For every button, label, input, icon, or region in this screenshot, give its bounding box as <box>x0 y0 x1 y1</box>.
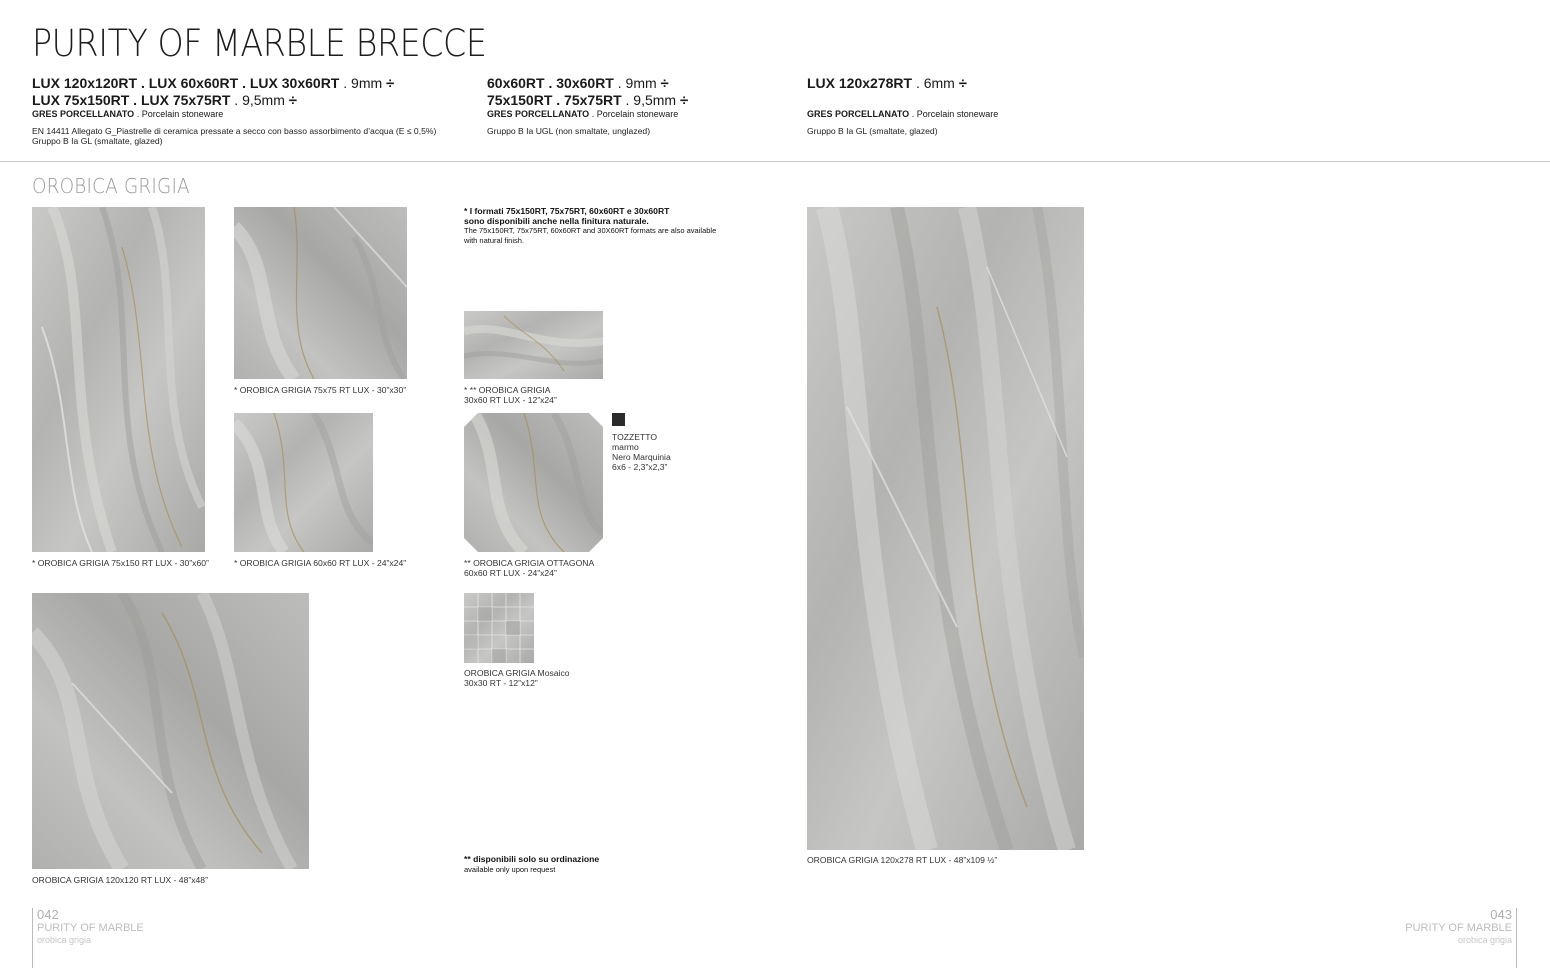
tile-image-mosaico <box>464 593 534 663</box>
tile-image-120x120 <box>32 593 309 869</box>
divide-icon: ÷ <box>958 75 967 92</box>
header-divider <box>0 161 1550 162</box>
tile-caption-30x60: * ** OROBICA GRIGIA 30x60 RT LUX - 12”x24” <box>464 385 557 405</box>
divide-icon: ÷ <box>660 75 669 92</box>
norm-note: EN 14411 Allegato G_Piastrelle di ceramica pressate a secco con basso assorbimento d’acqua (E ≤ 0,5%) <box>32 126 437 136</box>
tile-caption-75x150: * OROBICA GRIGIA 75x150 RT LUX - 30”x60” <box>32 558 209 568</box>
group-note: Gruppo B Ia GL (smaltate, glazed) <box>32 136 163 146</box>
format-line-lux-9-5mm: LUX 75x150RT . LUX 75x75RT . 9,5mm ÷ <box>32 92 298 109</box>
divide-icon: ÷ <box>680 92 689 109</box>
natural-finish-note: * I formati 75x150RT, 75x75RT, 60x60RT e 30x60RT sono disponibili anche nella finitura naturale. The 75x150RT, 75x75RT, 60x60RT and 30X60RT formats are also available with natural finish. <box>464 206 717 245</box>
tozzetto-caption: TOZZETTO marmo Nero Marquinia 6x6 - 2,3”x2,3” <box>612 432 671 472</box>
tile-caption-mosaico: OROBICA GRIGIA Mosaico 30x30 RT - 12”x12” <box>464 668 570 688</box>
format-line-9-5mm: 75x150RT . 75x75RT . 9,5mm ÷ <box>487 92 689 109</box>
material-label: GRES PORCELLANATO . Porcelain stoneware <box>32 109 224 119</box>
group-note: Gruppo B Ia GL (smaltate, glazed) <box>807 126 938 136</box>
divide-icon: ÷ <box>386 75 395 92</box>
footer-left-rule <box>32 908 33 968</box>
format-line-9mm: 60x60RT . 30x60RT . 9mm ÷ <box>487 75 669 92</box>
format-line-lux-9mm: LUX 120x120RT . LUX 60x60RT . LUX 30x60RT . 9mm ÷ <box>32 75 395 92</box>
order-note: ** disponibili solo su ordinazione available only upon request <box>464 854 600 874</box>
divide-icon: ÷ <box>288 92 298 109</box>
tile-image-60x60 <box>234 413 373 552</box>
page-title: PURITY OF MARBLE BRECCE <box>32 22 487 65</box>
footer-series-left: PURITY OF MARBLE <box>37 922 144 934</box>
footer-color-right: orobica grigia <box>1457 935 1512 945</box>
tile-image-ottagona <box>464 413 603 552</box>
section-title: OROBICA GRIGIA <box>32 174 190 198</box>
tile-caption-60x60: * OROBICA GRIGIA 60x60 RT LUX - 24”x24” <box>234 558 407 568</box>
tile-caption-75x75: * OROBICA GRIGIA 75x75 RT LUX - 30”x30” <box>234 385 407 395</box>
footer-right-rule <box>1516 908 1517 968</box>
footer-color-left: orobica grigia <box>37 935 92 945</box>
page-number-left: 042 <box>37 907 59 922</box>
material-label: GRES PORCELLANATO . Porcelain stoneware <box>487 109 679 119</box>
footer-left <box>37 908 144 946</box>
group-note: Gruppo B Ia UGL (non smaltate, unglazed) <box>487 126 651 136</box>
tile-image-75x150 <box>32 207 205 552</box>
tile-image-120x278 <box>807 207 1084 850</box>
material-label: GRES PORCELLANATO . Porcelain stoneware <box>807 109 999 119</box>
format-line-6mm: LUX 120x278RT . 6mm ÷ <box>807 75 967 92</box>
footer-series-right: PURITY OF MARBLE <box>1405 922 1512 934</box>
tile-caption-ottagona: ** OROBICA GRIGIA OTTAGONA 60x60 RT LUX - 24”x24” <box>464 558 595 578</box>
tile-image-75x75 <box>234 207 407 379</box>
tile-caption-120x120: OROBICA GRIGIA 120x120 RT LUX - 48”x48” <box>32 875 208 885</box>
tile-caption-120x278: OROBICA GRIGIA 120x278 RT LUX - 48”x109 ½” <box>807 855 998 865</box>
tile-image-30x60 <box>464 311 603 379</box>
page-number-right: 043 <box>1490 907 1512 922</box>
footer-right <box>1405 908 1512 946</box>
tozzetto-swatch <box>612 413 625 426</box>
